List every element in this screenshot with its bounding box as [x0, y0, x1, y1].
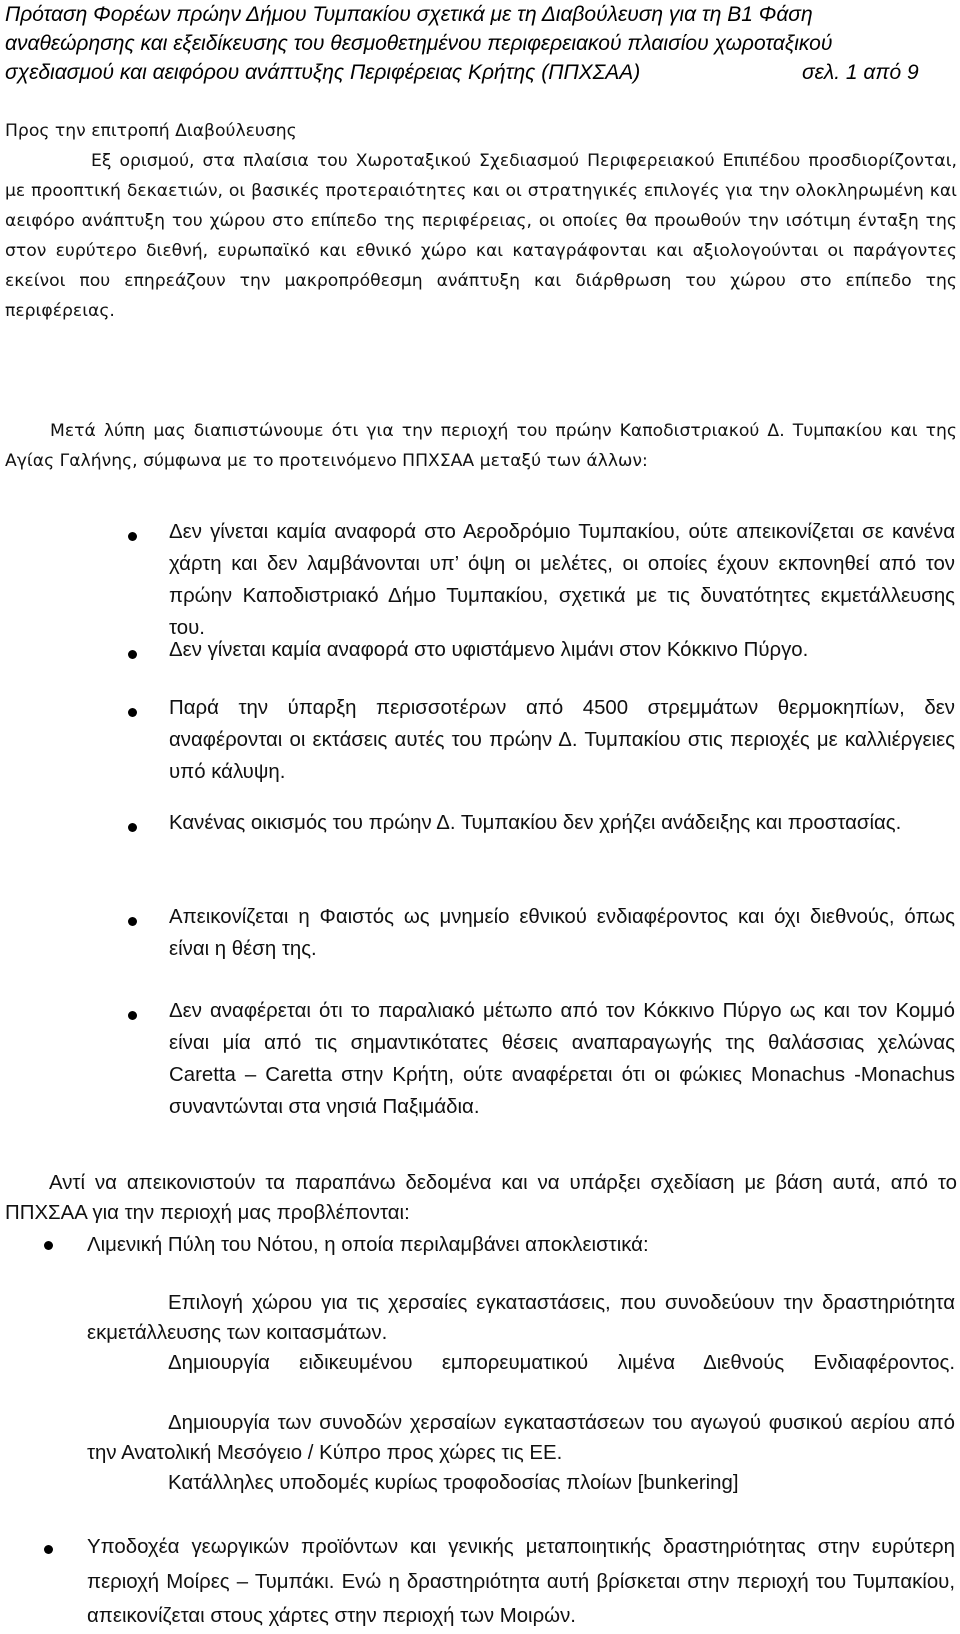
omission-item: Απεικονίζεται η Φαιστός ως μνημείο εθνικού ενδιαφέροντος και όχι διεθνούς, όπως είναι η θέση της. — [169, 906, 955, 960]
page-number: σελ. 1 από 9 — [802, 61, 919, 84]
paragraph-provisions: Αντί να απεικονιστούν τα παραπάνω δεδομένα και να υπάρξει σχεδίαση με βάση αυτά, από το ΠΠΧΣΑΑ για την περιοχή μας προβλέπονται: — [5, 1172, 957, 1224]
header-title-line-3 — [5, 58, 955, 87]
provision-agricultural-hub: Υποδοχέα γεωργικών προϊόντων και γενικής μεταποιητικής δραστηριότητας στην ευρύτερη περιοχή Μοίρες – Τυμπάκι. Ενώ η δραστηριότητα αυτή βρίσκεται στην περιοχή του Τυμπακίου, απεικονίζεται στους χάρτες στην περιοχή των Μοιρών. — [87, 1536, 955, 1627]
omission-item: Κανένας οικισμός του πρώην Δ. Τυμπακίου δεν χρήζει ανάδειξης και προστασίας. — [169, 812, 902, 834]
provision-southern-gate: Λιμενική Πύλη του Νότου, η οποία περιλαμβάνει αποκλειστικά: — [87, 1234, 649, 1256]
bullet-dot — [128, 532, 137, 541]
document-header — [5, 0, 955, 87]
omission-item: Παρά την ύπαρξη περισσοτέρων από 4500 στρεμμάτων θερμοκηπίων, δεν αναφέρονται οι εκτάσεις αυτές του πρώην Δ. Τυμπακίου στις περιοχές με καλλιέργειες υπό κάλυψη. — [169, 697, 955, 783]
paragraph-intro: Εξ ορισμού, στα πλαίσια του Χωροταξικού Σχεδιασμού Περιφερειακού Επιπέδου προσδιορίζονται, με προοπτική δεκαετιών, οι βασικές προτεραιότητες και οι στρατηγικές επιλογές για την ολοκληρωμένη και αειφόρο ανάπτυξη του χώρου στο επίπεδο της περιφέρειας, οι οποίες θα προωθούν την ισότιμη ένταξη της στον ευρύτερο διεθνή, ευρωπαϊκό και εθνικό χώρο και καταγράφονται και αξιολογούνται οι παράγοντες εκείνοι που επηρεάζουν την μακροπρόθεσμη ανάπτυξη και διάρθρωση του χώρου στο επίπεδο της περιφέρειας. — [5, 151, 957, 321]
header-title-line-1: Πρόταση Φορέων πρώην Δήμου Τυμπακίου σχετικά με τη Διαβούλευση για τη Β1 Φάση — [5, 3, 813, 26]
bullet-dot — [128, 708, 137, 717]
omission-item: Δεν αναφέρεται ότι το παραλιακό μέτωπο από τον Κόκκινο Πύργο ως και τον Κομμό είναι μία από τις σημαντικότατες θέσεις αναπαραγωγής της θαλάσσιας χελώνας Caretta – Caretta στην Κρήτη, ούτε αναφέρεται ότι οι φώκιες Monachus -Monachus συναντώνται στα νησιά Παξιμάδια. — [169, 1000, 955, 1118]
bullet-dot — [44, 1545, 53, 1554]
salutation: Προς την επιτροπή Διαβούλευσης — [5, 121, 297, 141]
bullet-dot — [44, 1241, 53, 1250]
omission-item: Δεν γίνεται καμία αναφορά στο υφιστάμενο λιμάνι στον Κόκκινο Πύργο. — [169, 639, 809, 661]
header-title-line-2: αναθεώρησης και εξειδίκευσης του θεσμοθετημένου περιφερειακού πλαισίου χωροταξικού — [5, 32, 833, 55]
bullet-dot — [128, 917, 137, 926]
omission-item: Δεν γίνεται καμία αναφορά στο Αεροδρόμιο Τυμπακίου, ούτε απεικονίζεται σε κανένα χάρτη και δεν λαμβάνονται υπ’ όψη οι μελέτες, οι οποίες έχουν εκπονηθεί από τον πρώην Καποδιστριακό Δήμο Τυμπακίου, σχετικά με τις δυνατότητες εκμετάλλευσης του. — [169, 521, 955, 639]
provision-subitem: Δημιουργία των συνοδών χερσαίων εγκαταστάσεων του αγωγού φυσικού αερίου από την Ανατολική Μεσόγειο / Κύπρο προς χώρες τις ΕΕ. — [87, 1412, 955, 1464]
bullet-dot — [128, 1011, 137, 1020]
provision-subitem: Κατάλληλες υποδομές κυρίως τροφοδοσίας πλοίων [bunkering] — [168, 1472, 739, 1494]
provision-subitem: Δημιουργία ειδικευμένου εμπορευματικού λιμένα Διεθνούς Ενδιαφέροντος. — [168, 1352, 955, 1374]
header-title-line-3-text: σχεδιασμού και αειφόρου ανάπτυξης Περιφέρειας Κρήτης (ΠΠΧΣΑΑ) — [5, 61, 641, 84]
paragraph-concerns: Μετά λύπη μας διαπιστώνουμε ότι για την περιοχή του πρώην Καποδιστριακού Δ. Τυμπακίου και της Αγίας Γαλήνης, σύμφωνα με το προτεινόμενο ΠΠΧΣΑΑ μεταξύ των άλλων: — [5, 421, 957, 471]
bullet-dot — [128, 650, 137, 659]
provision-subitem: Επιλογή χώρου για τις χερσαίες εγκαταστάσεις, που συνοδεύουν την δραστηριότητα εκμετάλλευσης των κοιτασμάτων. — [87, 1292, 955, 1344]
bullet-dot — [128, 823, 137, 832]
